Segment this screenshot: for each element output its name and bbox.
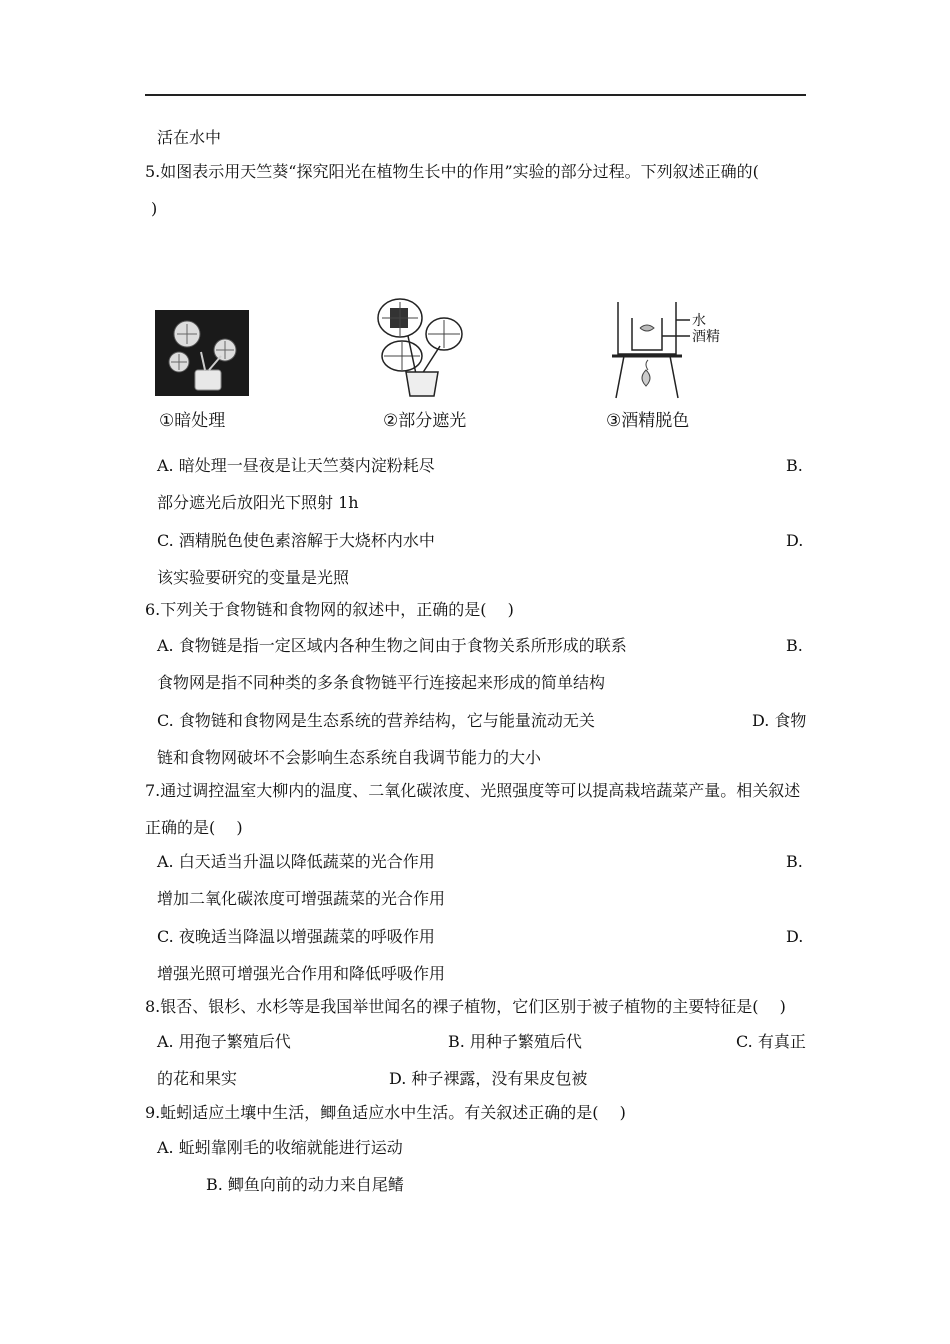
q7-option-b-label: B. <box>786 852 803 871</box>
q6-option-d-label: D. 食物 <box>752 711 807 730</box>
q5-stem-line1: 5.如图表示用天竺葵“探究阳光在植物生长中的作用”实验的部分过程。下列叙述正确的( <box>145 162 759 181</box>
continuation-text: 活在水中 <box>157 128 222 147</box>
q6-option-a: A. 食物链是指一定区域内各种生物之间由于食物关系所形成的联系 <box>157 636 627 655</box>
q8-stem: 8.银否、银杉、水杉等是我国举世闻名的裸子植物，它们区别于被子植物的主要特征是( ) <box>145 997 786 1016</box>
q8-option-c-text: 的花和果实 <box>157 1069 238 1088</box>
q5-option-b-text: 部分遮光后放阳光下照射 1h <box>157 493 359 512</box>
q8-option-b: B. 用种子繁殖后代 <box>448 1032 582 1051</box>
q7-option-b-text: 增加二氧化碳浓度可增强蔬菜的光合作用 <box>157 889 446 908</box>
q6-option-c: C. 食物链和食物网是生态系统的营养结构，它与能量流动无关 <box>157 711 595 730</box>
water-label: 水 <box>692 313 706 329</box>
q5-option-d-label: D. <box>786 531 804 550</box>
q7-option-a: A. 白天适当升温以降低蔬菜的光合作用 <box>157 852 435 871</box>
q7-stem-line1: 7.通过调控温室大柳内的温度、二氧化碳浓度、光照强度等可以提高栽培蔬菜产量。相关叙述 <box>145 781 801 800</box>
q8-option-c-label: C. 有真正 <box>736 1032 806 1051</box>
q8-option-a: A. 用孢子繁殖后代 <box>157 1032 291 1051</box>
q5-option-d-text: 该实验要研究的变量是光照 <box>157 568 350 587</box>
alcohol-decolor-figure <box>606 298 736 402</box>
fig-caption-shading: ②部分遮光 <box>383 411 467 431</box>
q7-option-d-text: 增强光照可增强光合作用和降低呼吸作用 <box>157 964 446 983</box>
q5-stem-line2: ) <box>151 199 158 218</box>
q6-option-b-text: 食物网是指不同种类的多条食物链平行连接起来形成的简单结构 <box>157 673 606 692</box>
fig-caption-alcohol: ③酒精脱色 <box>606 411 690 431</box>
q6-option-d-text: 链和食物网破坏不会影响生态系统自我调节能力的大小 <box>157 748 542 767</box>
partial-shading-figure <box>372 296 468 398</box>
header-rule <box>145 94 806 96</box>
fig-caption-dark: ①暗处理 <box>159 411 226 431</box>
q8-option-d: D. 种子裸露，没有果皮包被 <box>389 1069 588 1088</box>
q5-option-b-label: B. <box>786 456 803 475</box>
q7-option-d-label: D. <box>786 927 804 946</box>
alcohol-label: 酒精 <box>692 329 720 345</box>
q9-stem: 9.蚯蚓适应土壤中生活，鲫鱼适应水中生活。有关叙述正确的是( ) <box>145 1103 626 1122</box>
q9-option-a: A. 蚯蚓靠刚毛的收缩就能进行运动 <box>157 1138 403 1157</box>
q7-option-c: C. 夜晚适当降温以增强蔬菜的呼吸作用 <box>157 927 435 946</box>
q5-option-a: A. 暗处理一昼夜是让天竺葵内淀粉耗尽 <box>157 456 435 475</box>
dark-treatment-figure <box>155 310 249 396</box>
q6-stem: 6.下列关于食物链和食物网的叙述中，正确的是( ) <box>145 600 514 619</box>
q7-stem-line2: 正确的是( ) <box>145 818 243 837</box>
q9-option-b: B. 鲫鱼向前的动力来自尾鳍 <box>206 1175 404 1194</box>
q6-option-b-label: B. <box>786 636 803 655</box>
q5-option-c: C. 酒精脱色使色素溶解于大烧杯内水中 <box>157 531 435 550</box>
